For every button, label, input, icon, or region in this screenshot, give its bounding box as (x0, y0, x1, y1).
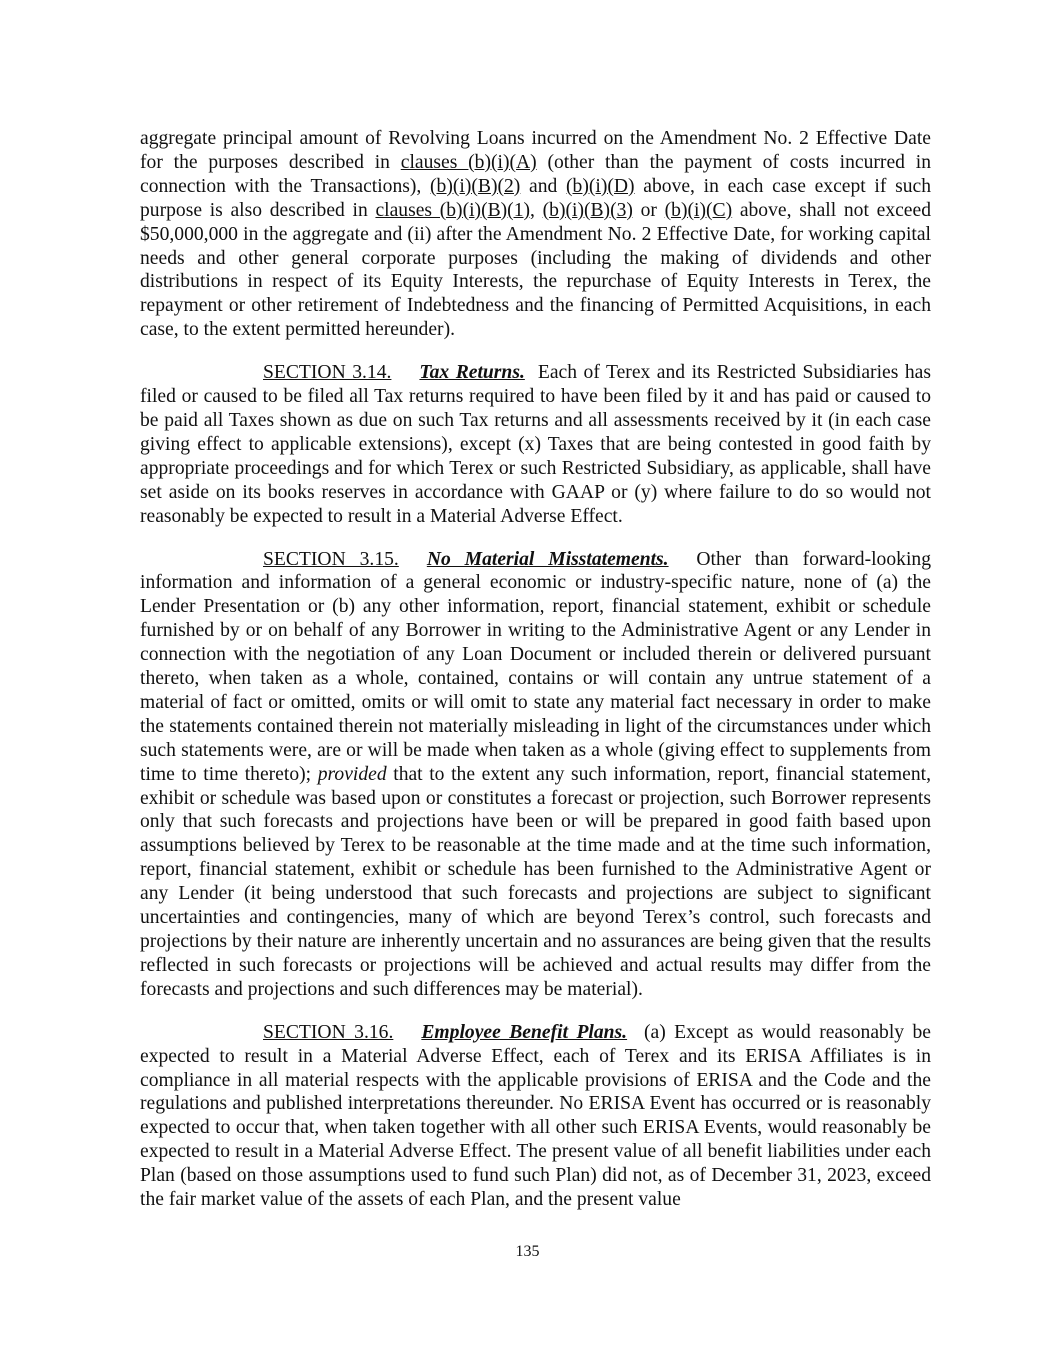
section-body: (a) Except as would reasonably be expected to result in a Material Adverse Effect, each of Terex and its ERISA Affiliates is in compliance in all material respects with the applicable provisions of ERISA and the Code and the regulations and published interpretations thereunder. No ERISA Event has occurred or is reasonably expected to occur that, when taken together with all other such ERISA Events, would reasonably be expected to result in a Material Adverse Effect. The present value of all benefit liabilities under each Plan (based on those assumptions used to fund such Plan) did not, as of December 31, 2023, exceed the fair market value of the assets of each Plan, and the present value (140, 1021, 932, 1211)
section-number: SECTION 3.14. (263, 362, 392, 384)
clause-reference: (b)(i)(D) (566, 175, 635, 197)
paragraph-continuation: aggregate principal amount of Revolving Loans incurred on the Amendment No. 2 Effective Date for the purposes described in clauses (b)(i)(A) (other than the payment of costs incurred in connection with the Transactions), (b)(i)(B)(2) and (b)(i)(D) above, in each case except if such purpose is also described in clauses (b)(i)(B)(1), (b)(i)(B)(3) or (b)(i)(C) above, shall not exceed $50,000,000 in the aggregate and (ii) after the Amendment No. 2 Effective Date, for working capital needs and other general corporate purposes (including the making of dividends and other distributions in respect of its Equity Interests, the repurchase of Equity Interests in Terex, the repayment or other retirement of Indebtedness and the financing of Permitted Acquisitions, in each case, to the extent permitted hereunder). (140, 128, 931, 341)
section-3-14 (140, 361, 931, 528)
section-3-16 (140, 1021, 931, 1212)
clause-reference: clauses (b)(i)(A) (400, 151, 537, 173)
section-number: SECTION 3.16. (263, 1021, 394, 1043)
document-page (140, 127, 931, 1212)
clause-reference: clauses (b)(i)(B)(1) (375, 199, 531, 221)
section-title: Tax Returns. (419, 362, 525, 384)
section-title: Employee Benefit Plans. (421, 1021, 628, 1043)
section-title: No Material Misstatements. (426, 548, 669, 570)
section-body: Each of Terex and its Restricted Subsidiaries has filed or caused to be filed all Tax returns required to have been filed by it and has paid or caused to be paid all Taxes shown as due on such Tax returns and all assessments received by it (in each case giving effect to applicable extensions), except (x) Taxes that are being contested in good faith by appropriate proceedings and for which Terex or such Restricted Subsidiary, as applicable, shall have set aside on its books reserves in accordance with GAAP or (y) where failure to do so would not reasonably be expected to result in a Material Adverse Effect. (140, 362, 931, 527)
provided-term: provided (317, 763, 387, 785)
clause-reference: (b)(i)(C) (664, 199, 733, 221)
section-3-15 (140, 548, 931, 1002)
section-number: SECTION 3.15. (263, 548, 399, 570)
clause-reference: (b)(i)(B)(3) (542, 199, 633, 221)
page-number: 135 (515, 1243, 540, 1260)
clause-reference: (b)(i)(B)(2) (430, 175, 521, 197)
section-body: Other than forward-looking information and information of a general economic or industry-specific nature, none of (a) the Lender Presentation or (b) any other information, report, financial statement, exhibit or schedule furnished by or on behalf of any Borrower in writing to the Administrative Agent or any Lender in connection with the negotiation of any Loan Document or included therein or delivered pursuant thereto, when taken as a whole, contained, contains or will contain any untrue statement of a material of fact or omitted, omits or will omit to state any material fact necessary in order to make the statements contained therein not materially misleading in light of the circumstances under which such statements were, are or will be made when taken as a whole (giving effect to supplements from time to time thereto); (140, 548, 931, 785)
section-body-continued: that to the extent any such information, report, financial statement, exhibit or schedule was based upon or constitutes a forecast or projection, such Borrower represents only that such forecasts and projections have been or will be prepared in good faith based upon assumptions believed by Terex to be reasonable at the time made and at the time such information, report, financial statement, exhibit or schedule has been furnished to the Administrative Agent or any Lender (it being understood that such forecasts and projections are subject to significant uncertainties and contingencies, many of which are beyond Terex’s control, such forecasts and projections by their nature are inherently uncertain and no assurances are being given that the results reflected in such forecasts or projections will be achieved and actual results may differ from the forecasts and projections and such differences may be material). (140, 763, 931, 1000)
